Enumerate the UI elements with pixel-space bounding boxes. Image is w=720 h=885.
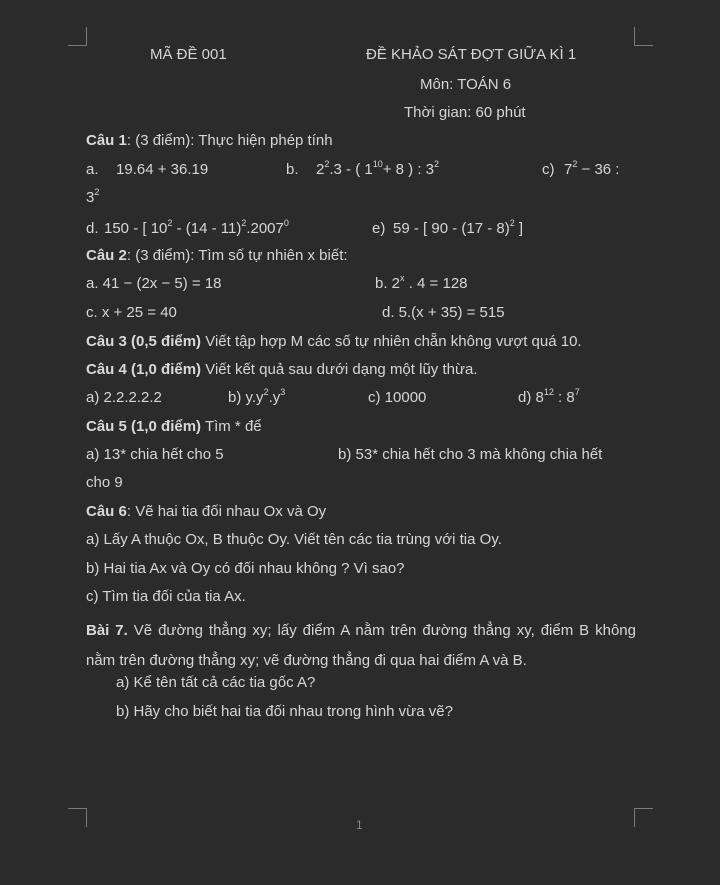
exam-code: MÃ ĐỀ 001 xyxy=(150,46,227,63)
question-3 xyxy=(86,333,582,350)
question-4-label: Câu 4 (1,0 điểm) xyxy=(86,361,202,378)
q5-b: b) 53* chia hết cho 3 mà không chia hết xyxy=(338,446,603,463)
exam-title: ĐỀ KHẢO SÁT ĐỢT GIỮA KÌ 1 xyxy=(366,46,577,63)
question-4-heading xyxy=(86,361,478,378)
q1-d-label: d. xyxy=(86,220,99,237)
q1-c-expression: $7^2 - 36$ : xyxy=(564,159,620,178)
question-6-text: : Vẽ hai tia đối nhau Ox và Oy xyxy=(126,503,327,520)
question-6-label: Câu 6 xyxy=(86,503,127,520)
q1-b-label: b. xyxy=(286,161,299,178)
exam-subject: Môn: TOÁN 6 xyxy=(420,76,512,93)
question-4-text: Viết kết quả sau dưới dạng một lũy thừa. xyxy=(201,361,478,378)
q2-b: b. 2$^x$ . 4 = 128 xyxy=(375,273,468,292)
q7-a: a) Kể tên tất cả các tia gốc A? xyxy=(116,674,316,691)
question-2-heading xyxy=(86,247,348,264)
page-number: 1 xyxy=(356,818,363,832)
corner-mark-top-right xyxy=(634,27,653,46)
q1-c-label: c) xyxy=(542,161,555,178)
exam-time: Thời gian: 60 phút xyxy=(404,104,526,121)
q1-d-expression: 150 - [ $10^2 - (14 - 11)^2.2007^0$ xyxy=(104,218,289,237)
question-2-text: : (3 điểm): Tìm số tự nhiên x biết: xyxy=(126,247,348,264)
question-7 xyxy=(86,616,636,676)
question-1-label: Câu 1 xyxy=(86,132,127,149)
q4-a: a) 2.2.2.2.2 xyxy=(86,389,162,406)
question-7-label: Bài 7. xyxy=(86,622,128,639)
corner-mark-bottom-left xyxy=(68,808,87,827)
q1-a-expression: 19.64 + 36.19 xyxy=(116,161,209,178)
q6-b: b) Hai tia Ax và Oy có đối nhau không ? Vì sao? xyxy=(86,560,405,577)
q5-b-continued: cho 9 xyxy=(86,474,123,491)
question-3-label: Câu 3 (0,5 điểm) xyxy=(86,333,202,350)
corner-mark-top-left xyxy=(68,27,87,46)
q4-b: b) $y.y^2.y^3$ xyxy=(228,387,286,406)
q6-a: a) Lấy A thuộc Ox, B thuộc Oy. Viết tên các tia trùng với tia Oy. xyxy=(86,531,502,548)
q1-e-expression: 59 - [ 90 - (17 - 8)$^2$ ] xyxy=(393,218,524,237)
q6-c: c) Tìm tia đối của tia Ax. xyxy=(86,588,246,605)
question-6-heading xyxy=(86,503,326,520)
q2-c: c. x + 25 = 40 xyxy=(86,304,177,321)
q7-b: b) Hãy cho biết hai tia đối nhau trong hình vừa vẽ? xyxy=(116,703,453,720)
q1-a-label: a. xyxy=(86,161,99,178)
question-5-heading xyxy=(86,418,262,435)
q1-c-expression-continued: $3^2$ xyxy=(86,187,100,206)
question-1-heading xyxy=(86,132,333,149)
q1-e-label: e) xyxy=(372,220,386,237)
question-7-text: Vẽ đường thẳng xy; lấy điểm A nằm trên đường thẳng xy, điểm B không nằm trên đường thẳng xy; vẽ đường thẳng đi qua hai điểm A và B. xyxy=(86,622,636,669)
q2-d: d. 5.(x + 35) = 515 xyxy=(382,304,505,321)
q1-b-expression: $2^2.3$ - ( $1^{10}+ 8$ ) : $3^2$ xyxy=(316,159,440,178)
corner-mark-bottom-right xyxy=(634,808,653,827)
question-1-text: : (3 điểm): Thực hiện phép tính xyxy=(126,132,333,149)
q5-a: a) 13* chia hết cho 5 xyxy=(86,446,224,463)
q2-a: a. 41 − (2x − 5) = 18 xyxy=(86,275,222,292)
q4-d: d) $8^{12}$ : $8^7$ xyxy=(518,387,580,406)
question-5-text: Tìm * để xyxy=(201,418,262,435)
question-3-text: Viết tập hợp M các số tự nhiên chẵn không vượt quá 10. xyxy=(201,333,582,350)
question-5-label: Câu 5 (1,0 điểm) xyxy=(86,418,202,435)
q4-c: c) 10000 xyxy=(368,389,427,406)
question-2-label: Câu 2 xyxy=(86,247,127,264)
